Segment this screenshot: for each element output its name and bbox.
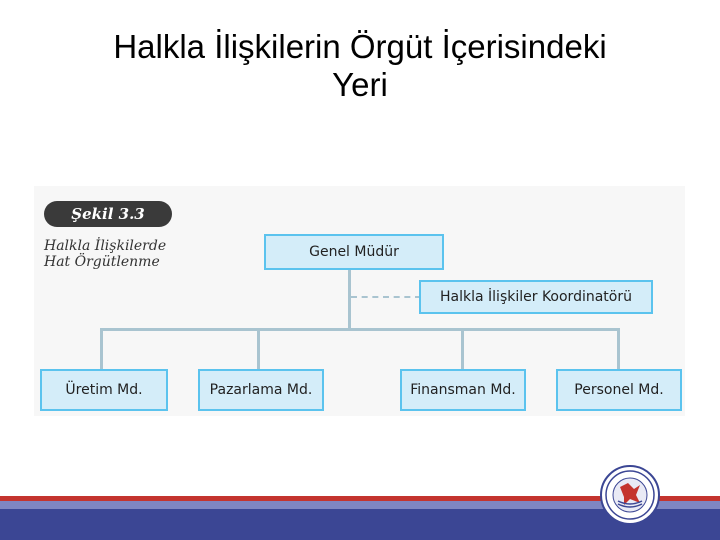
connector-drop-1 [100, 328, 103, 370]
connector-drop-3 [461, 328, 464, 370]
org-box-pazarlama: Pazarlama Md. [198, 369, 324, 411]
connector-drop-4 [617, 328, 620, 370]
slide-title [0, 28, 720, 104]
university-seal-icon [600, 465, 660, 525]
connector-staff-dashed [351, 296, 421, 298]
connector-trunk [348, 268, 351, 330]
org-box-coordinator: Halkla İlişkiler Koordinatörü [419, 280, 653, 314]
seal-graphic [602, 467, 658, 523]
title-line-1: Halkla İlişkilerin Örgüt İçerisindeki [113, 28, 607, 65]
org-box-finansman: Finansman Md. [400, 369, 526, 411]
figure-caption [44, 238, 166, 270]
connector-horizontal [100, 328, 620, 331]
caption-line-2: Hat Örgütlenme [44, 254, 160, 270]
org-box-genel-mudur: Genel Müdür [264, 234, 444, 270]
title-line-2: Yeri [332, 66, 388, 103]
connector-drop-2 [257, 328, 260, 370]
caption-line-1: Halkla İlişkilerde [44, 238, 167, 254]
org-box-personel: Personel Md. [556, 369, 682, 411]
figure-badge: Şekil 3.3 [44, 201, 172, 227]
org-box-uretim: Üretim Md. [40, 369, 168, 411]
